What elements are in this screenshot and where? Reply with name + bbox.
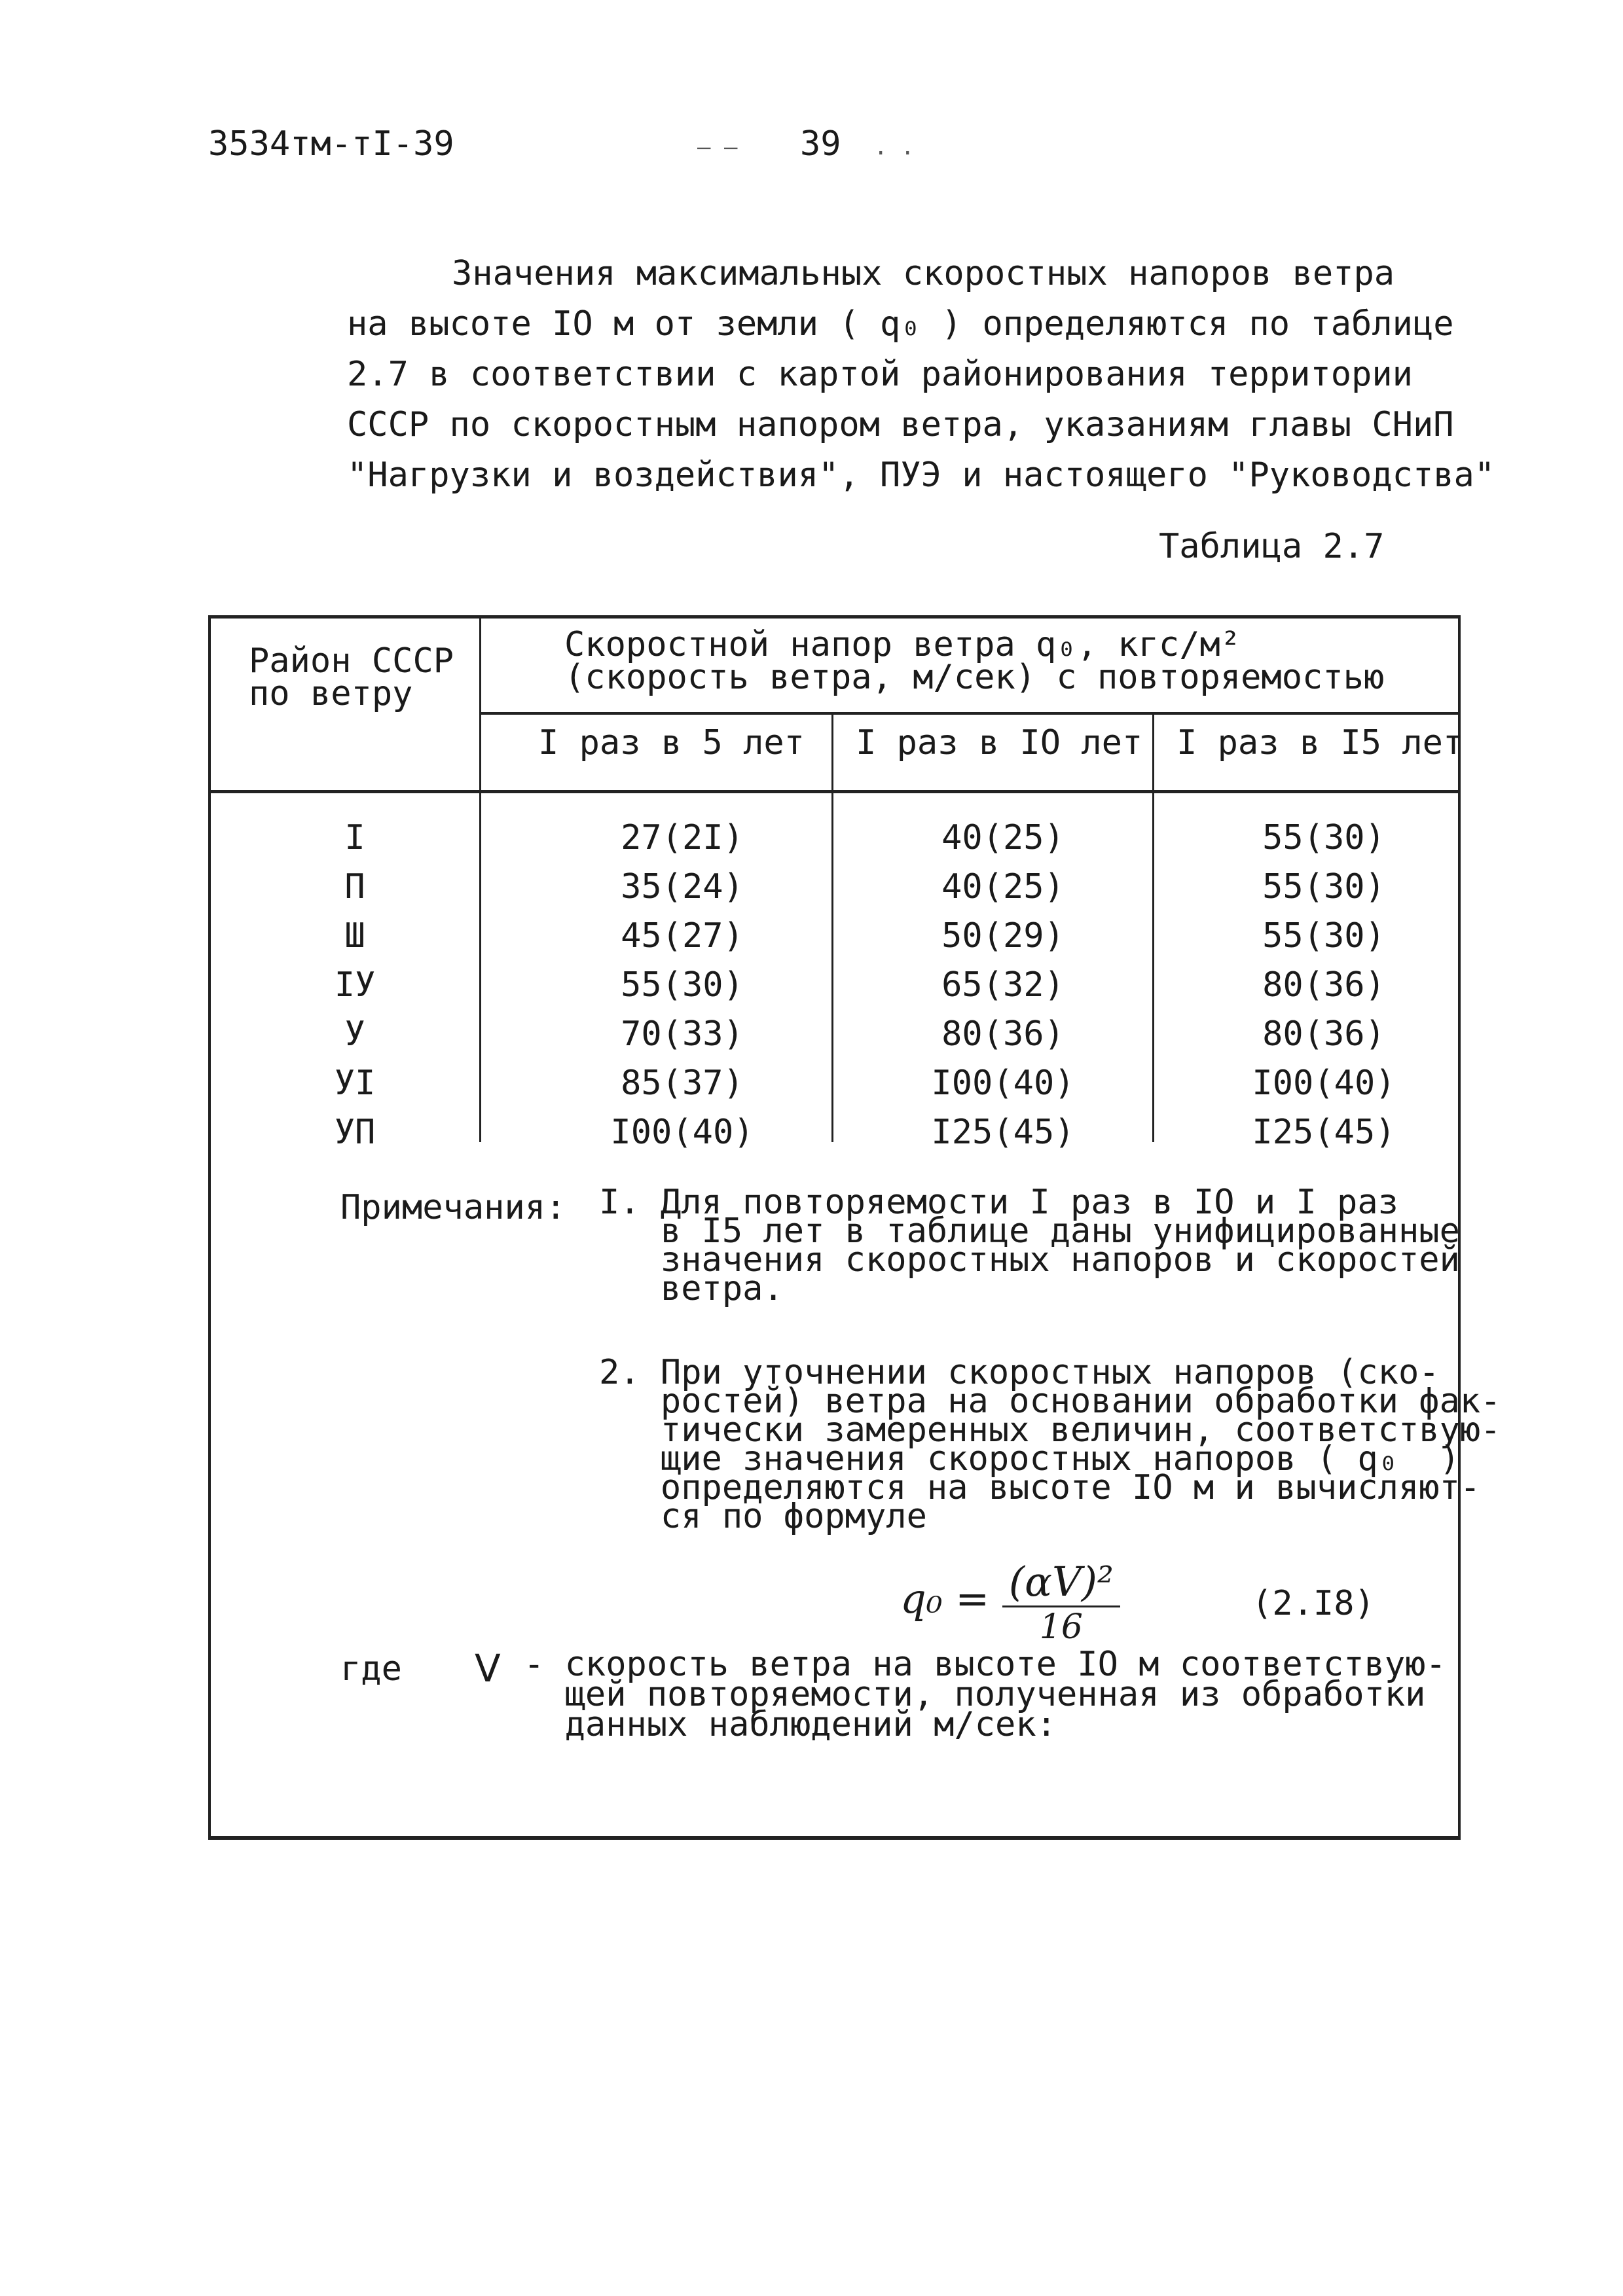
region-cell: Ш: [344, 916, 365, 956]
paragraph-line: СССР по скоростным напором ветра, указаниям главы СНиП: [347, 405, 1454, 444]
header-dots: . .: [874, 134, 915, 160]
region-cell: УI: [334, 1064, 376, 1103]
value-15yr-cell: 55(30): [1262, 916, 1385, 956]
region-cell: П: [344, 867, 365, 906]
formula: [900, 1558, 1120, 1647]
table-divider: [479, 619, 481, 1142]
subheader-15-years: I раз в I5 лет: [1176, 723, 1464, 762]
formula-lhs: q₀ =: [900, 1575, 990, 1623]
value-5yr-cell: 35(24): [621, 867, 744, 906]
value-5yr-cell: I00(40): [610, 1113, 754, 1152]
formula-numerator: (αV)²: [1002, 1558, 1120, 1607]
region-header-line: Район СССР: [249, 641, 454, 681]
value-10yr-cell: I25(45): [931, 1113, 1075, 1152]
region-cell: У: [344, 1014, 365, 1054]
region-cell: УП: [334, 1113, 376, 1152]
value-10yr-cell: I00(40): [931, 1064, 1075, 1103]
document-code: 3534тм-тI-39: [208, 124, 454, 164]
table-divider: [1152, 712, 1154, 1142]
value-5yr-cell: 85(37): [621, 1064, 744, 1103]
value-15yr-cell: 80(36): [1262, 1014, 1385, 1054]
value-15yr-cell: 55(30): [1262, 867, 1385, 906]
paragraph-line: Значения максимальных скоростных напоров ветра: [452, 254, 1395, 293]
value-10yr-cell: 40(25): [941, 867, 1065, 906]
header-dash: ‒ ‒: [697, 134, 738, 160]
value-5yr-cell: 27(2I): [621, 818, 744, 857]
note-1: I. Для повторяемости I раз в IO и I раз в I5 лет в таблице даны унифицированные значения скоростных напоров и скоростей ветра.: [599, 1183, 1460, 1308]
paragraph-line: на высоте IO м от земли ( q₀ ) определяются по таблице: [347, 304, 1454, 344]
subheader-10-years: I раз в IO лет: [856, 723, 1143, 762]
table-divider: [211, 790, 1458, 793]
value-15yr-cell: I00(40): [1252, 1064, 1396, 1103]
where-label: где: [340, 1649, 402, 1689]
notes-label: Примечания:: [340, 1188, 566, 1227]
value-5yr-cell: 70(33): [621, 1014, 744, 1054]
intro-paragraph: [347, 249, 1495, 501]
subheader-5-years: I раз в 5 лет: [538, 723, 805, 762]
span-header-line: (скорость ветра, м/сек) с повторяемостью: [564, 658, 1385, 697]
value-15yr-cell: 80(36): [1262, 965, 1385, 1005]
region-cell: I: [344, 818, 365, 857]
v-symbol: V: [475, 1646, 501, 1691]
v-definition: - скорость ветра на высоте IO м соответствую- щей повторяемости, полученная из обработки данных наблюдений м/сек:: [524, 1645, 1446, 1744]
region-column-header: [249, 641, 454, 713]
value-10yr-cell: 80(36): [941, 1014, 1065, 1054]
formula-number: (2.I8): [1252, 1584, 1375, 1623]
value-10yr-cell: 40(25): [941, 818, 1065, 857]
paragraph-line: "Нагрузки и воздействия", ПУЭ и настоящего "Руководства": [347, 456, 1495, 495]
paragraph-line: 2.7 в соответствии с картой районирования территории: [347, 355, 1413, 394]
table-divider: [479, 712, 1458, 715]
region-cell: IУ: [334, 965, 376, 1005]
formula-denominator: 16: [1039, 1607, 1083, 1647]
formula-fraction: [1002, 1558, 1120, 1647]
table-caption: Таблица 2.7: [1159, 527, 1385, 566]
region-header-line: по ветру: [249, 674, 413, 713]
value-15yr-cell: I25(45): [1252, 1113, 1396, 1152]
table-divider: [831, 712, 833, 1142]
note-2: 2. При уточнении скоростных напоров (ско- ростей) ветра на основании обработки фак- тически замеренных величин, соответствую- щие значения скоростных напоров ( q₀ ) определяются на высоте IO м и вычисляют- ся по формуле: [599, 1353, 1501, 1536]
value-5yr-cell: 55(30): [621, 965, 744, 1005]
value-15yr-cell: 55(30): [1262, 818, 1385, 857]
pressure-span-header: [564, 625, 1385, 697]
value-5yr-cell: 45(27): [621, 916, 744, 956]
span-header-line: Скоростной напор ветра q₀, кгс/м²: [564, 625, 1241, 664]
page-number: 39: [800, 124, 841, 164]
value-10yr-cell: 65(32): [941, 965, 1065, 1005]
value-10yr-cell: 50(29): [941, 916, 1065, 956]
